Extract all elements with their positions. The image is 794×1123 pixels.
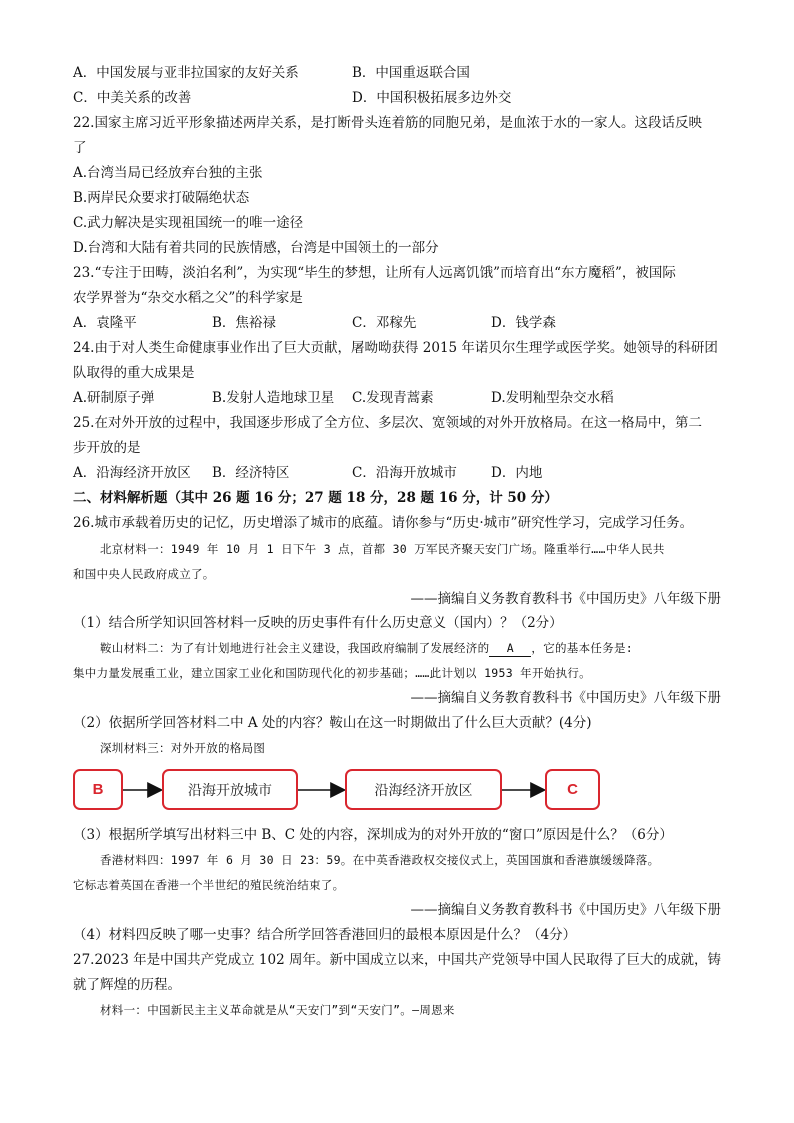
q23-stem-cont: 农学界誉为“杂交水稻之父”的科学家是 — [73, 290, 303, 306]
q24-option-c: C.发现青蒿素 — [352, 390, 434, 406]
q24-stem: 24.由于对人类生命健康事业作出了巨大贡献，屠呦呦获得 2015 年诺贝尔生理学或医学奖。她领导的科研团 — [73, 340, 718, 356]
q24-option-d: D.发明籼型杂交水稻 — [491, 390, 614, 406]
q26-material-4: 香港材料四：1997 年 6 月 30 日 23：59。在中英香港政权交接仪式上，英国国旗和香港旗缓缓降落。 — [100, 853, 660, 867]
flow-box-b: B — [73, 769, 123, 810]
q25-option-a: A．沿海经济开放区 — [73, 465, 191, 481]
q24-option-b: B.发射人造地球卫星 — [212, 390, 335, 406]
q24-option-a: A.研制原子弹 — [73, 390, 155, 406]
q21-option-c: C．中美关系的改善 — [73, 90, 192, 106]
q26-material-2-cont: 集中力量发展重工业，建立国家工业化和国防现代化的初步基础；……此计划以 1953 年开始执行。 — [73, 666, 591, 680]
flow-box-coastal-economic-zones: 沿海经济开放区 — [345, 769, 502, 810]
q22-option-d: D.台湾和大陆有着共同的民族情感，台湾是中国领土的一部分 — [73, 240, 439, 256]
q27-material-1: 材料一：中国新民主主义革命就是从“天安门”到“天安门”。—周恩来 — [100, 1003, 455, 1017]
flow-box-coastal-cities: 沿海开放城市 — [162, 769, 298, 810]
q23-option-c: C．邓稼先 — [352, 315, 417, 331]
q21-option-a: A．中国发展与亚非拉国家的友好关系 — [73, 65, 299, 81]
q22-option-a: A.台湾当局已经放弃台独的主张 — [73, 165, 263, 181]
q21-option-d: D．中国积极拓展多边外交 — [352, 90, 512, 106]
q26-material-3-title: 深圳材料三：对外开放的格局图 — [100, 741, 266, 755]
q25-option-c: C．沿海开放城市 — [352, 465, 457, 481]
q25-option-d: D．内地 — [491, 465, 543, 481]
q26-material-2-text: 鞍山材料二：为了有计划地进行社会主义建设，我国政府编制了发展经济的 — [100, 641, 490, 655]
q26-sub-question-4: （4）材料四反映了哪一史事？结合所学回答香港回归的最根本原因是什么？（4分） — [73, 927, 577, 943]
q22-option-c: C.武力解决是实现祖国统一的唯一途径 — [73, 215, 304, 231]
q22-option-b: B.两岸民众要求打破隔绝状态 — [73, 190, 250, 206]
q23-option-b: B．焦裕禄 — [212, 315, 276, 331]
q25-option-b: B．经济特区 — [212, 465, 290, 481]
flow-box-c: C — [545, 769, 600, 810]
q23-option-d: D．钱学森 — [491, 315, 556, 331]
q22-stem-cont: 了 — [73, 140, 87, 156]
q26-source-1: ——摘编自义务教育教科书《中国历史》八年级下册 — [410, 591, 721, 607]
q27-intro: 27.2023 年是中国共产党成立 102 周年。新中国成立以来，中国共产党领导中国人民取得了巨大的成就，铸 — [73, 952, 721, 968]
q25-stem-cont: 步开放的是 — [73, 440, 141, 456]
q26-material-1-cont: 和国中央人民政府成立了。 — [73, 567, 215, 581]
q21-option-b: B．中国重返联合国 — [352, 65, 470, 81]
q26-sub-question-2: （2）依据所学回答材料二中 A 处的内容？鞍山在这一时期做出了什么巨大贡献？(4分) — [73, 715, 592, 731]
q22-stem: 22.国家主席习近平形象描述两岸关系，是打断骨头连着筋的同胞兄弟，是血浓于水的一家人。这段话反映 — [73, 115, 702, 131]
q23-stem: 23.“专注于田畴，淡泊名利”，为实现“毕生的梦想，让所有人远离饥饿”而培育出“东方魔稻”，被国际 — [73, 265, 676, 281]
q26-material-1: 北京材料一：1949 年 10 月 1 日下午 3 点，首都 30 万军民齐聚天安门广场。隆重举行……中华人民共 — [100, 542, 665, 556]
answer-blank-a: A — [489, 641, 531, 657]
q26-sub-question-1: （1）结合所学知识回答材料一反映的历史事件有什么历史意义（国内）？（2分） — [73, 615, 563, 631]
section-heading: 二、材料解析题（其中 26 题 16 分；27 题 18 分，28 题 16 分，计 50 分） — [73, 490, 558, 506]
q26-material-2-text-b: ，它的基本任务是: — [531, 641, 634, 655]
q24-stem-cont: 队取得的重大成果是 — [73, 365, 195, 381]
q26-intro: 26.城市承载着历史的记忆，历史增添了城市的底蕴。请你参与“历史·城市”研究性学习，完成学习任务。 — [73, 515, 694, 531]
q26-source-4: ——摘编自义务教育教科书《中国历史》八年级下册 — [410, 902, 721, 918]
q25-stem: 25.在对外开放的过程中，我国逐步形成了全方位、多层次、宽领域的对外开放格局。在这一格局中，第二 — [73, 415, 702, 431]
q26-sub-question-3: （3）根据所学填写出材料三中 B、C 处的内容，深圳成为的对外开放的“窗口”原因是什么？（6分） — [73, 827, 673, 843]
q26-source-2: ——摘编自义务教育教科书《中国历史》八年级下册 — [410, 690, 721, 706]
q26-material-4-cont: 它标志着英国在香港一个半世纪的殖民统治结束了。 — [73, 878, 345, 892]
q27-intro-cont: 就了辉煌的历程。 — [73, 977, 181, 993]
q23-option-a: A．袁隆平 — [73, 315, 137, 331]
